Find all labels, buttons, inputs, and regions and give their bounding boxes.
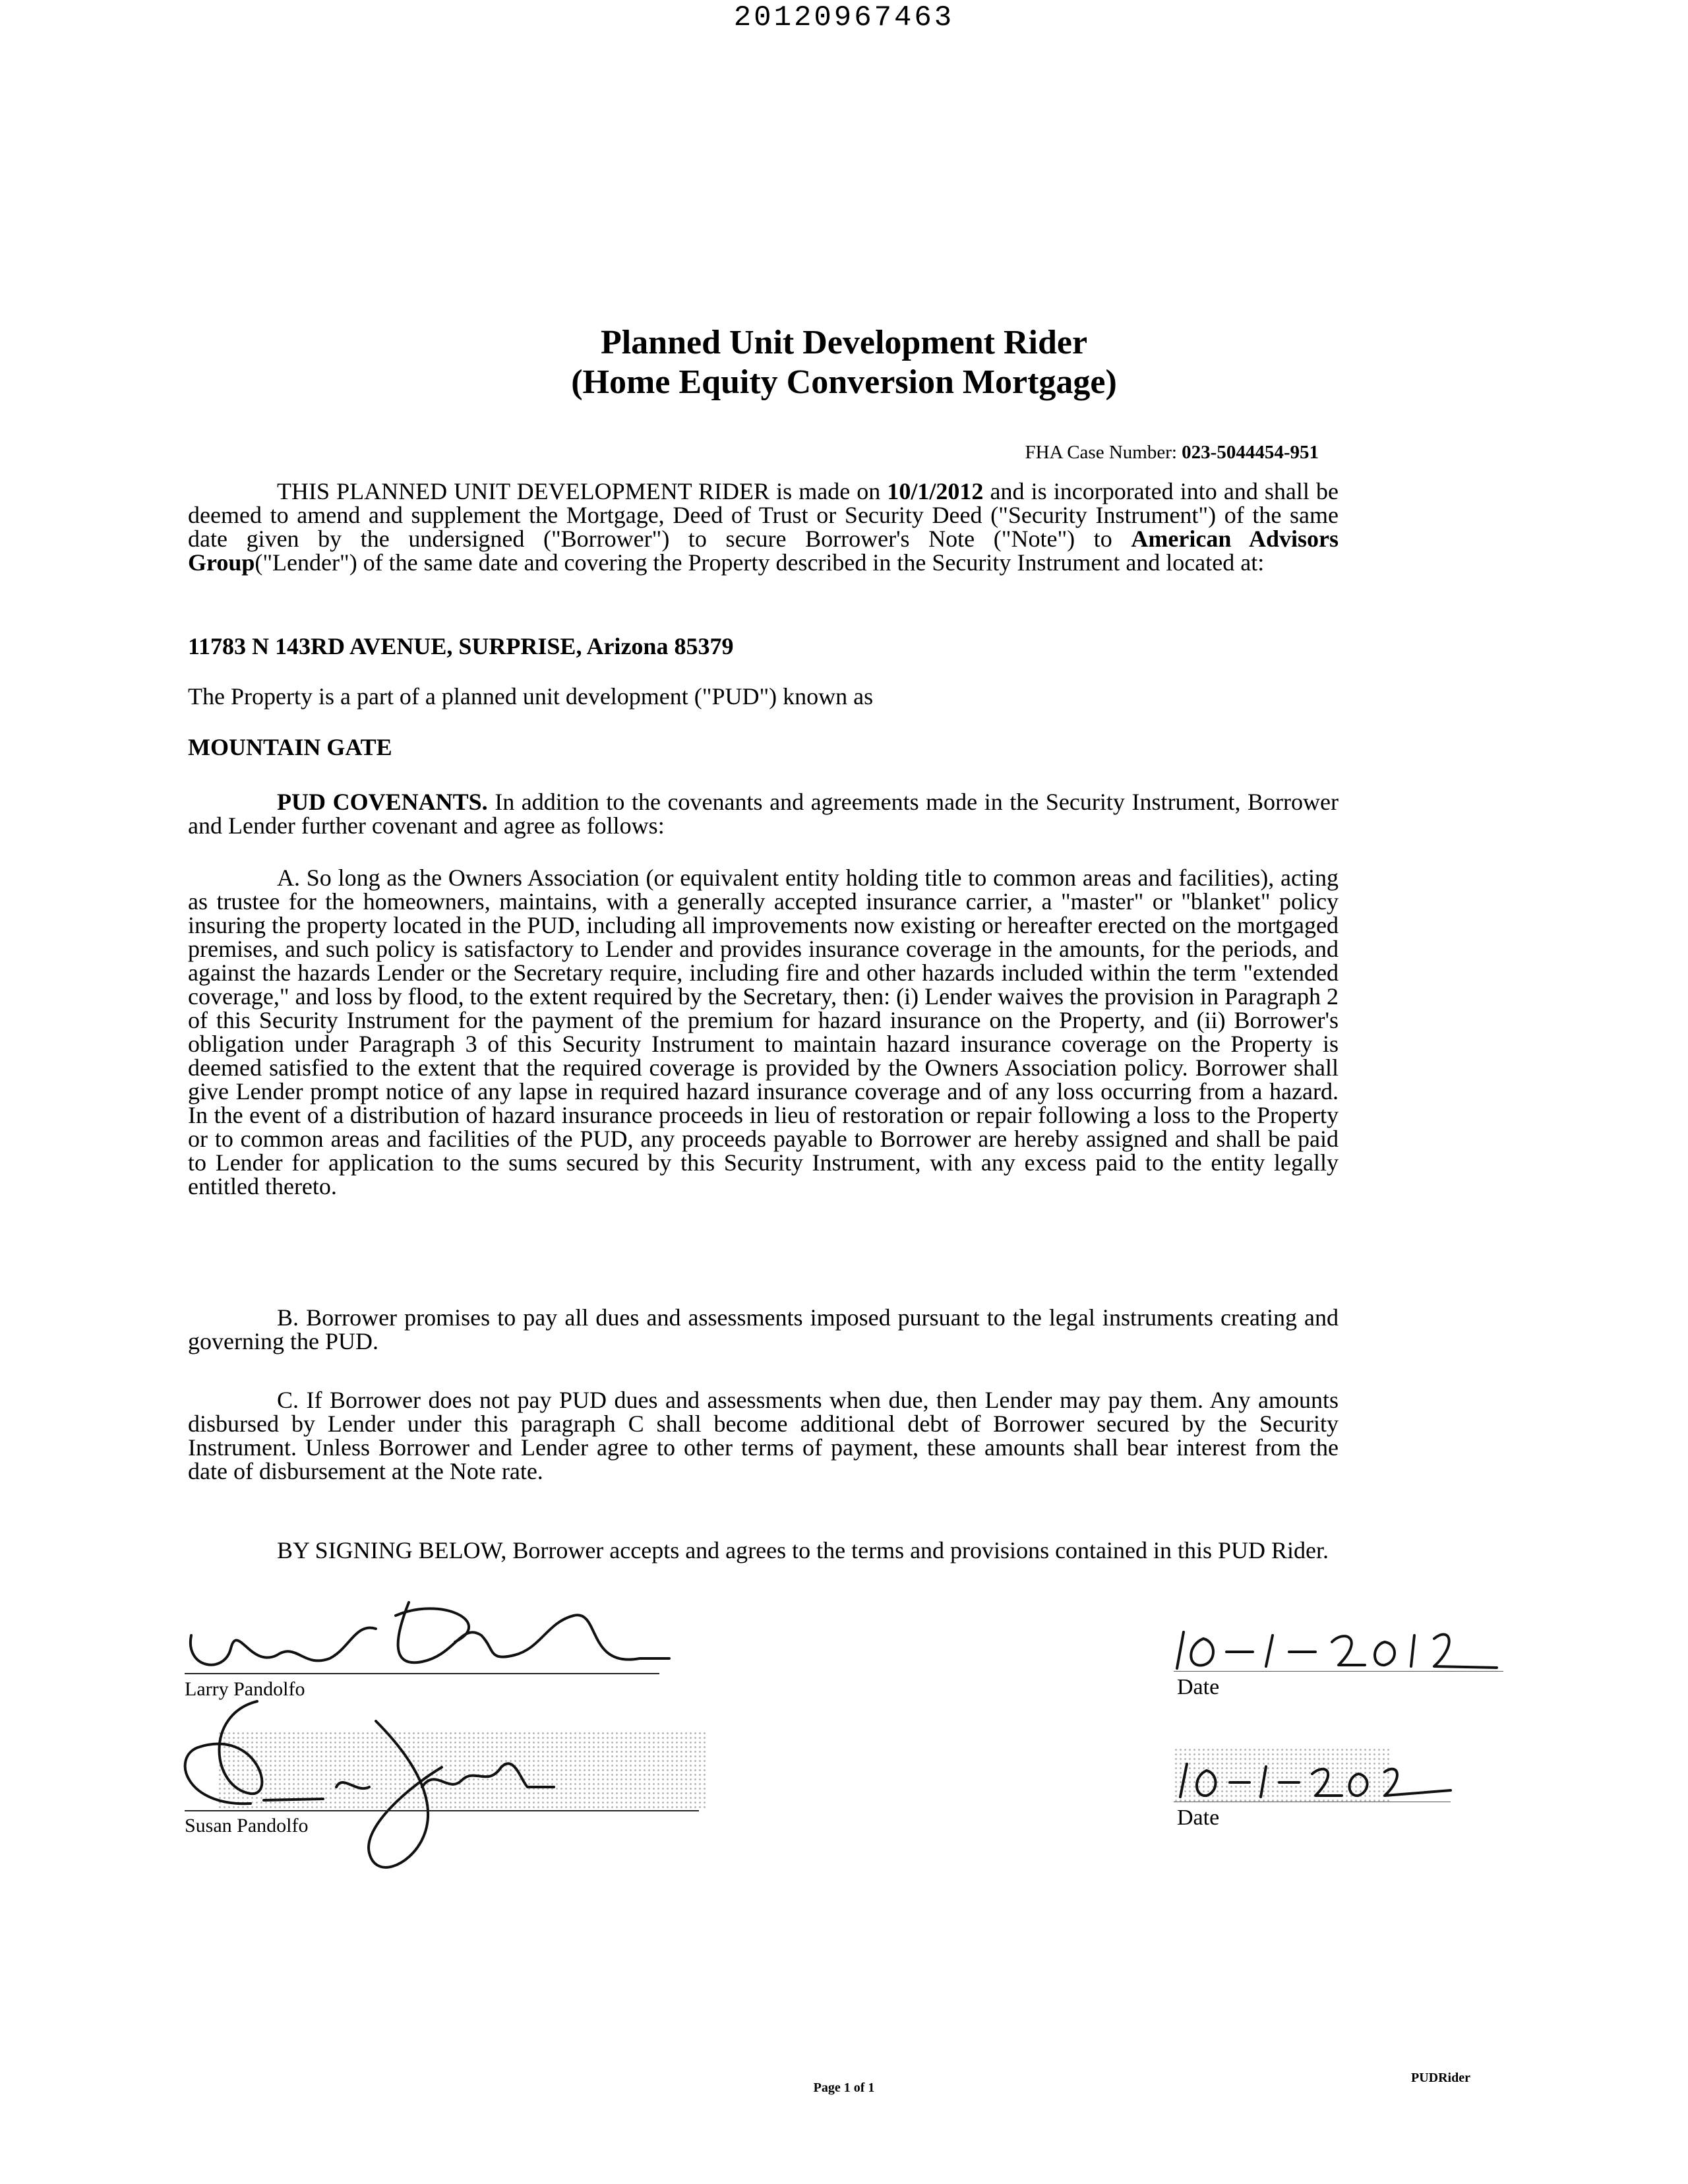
signer-1-name: Larry Pandolfo xyxy=(185,1678,305,1700)
date-1-label: Date xyxy=(1177,1675,1220,1699)
property-address: 11783 N 143RD AVENUE, SURPRISE, Arizona 85379 xyxy=(188,633,734,659)
date-2-handwritten xyxy=(1174,1757,1457,1804)
paragraph-b xyxy=(188,1306,1339,1353)
pud-name: MOUNTAIN GATE xyxy=(188,734,392,760)
intro-paragraph xyxy=(188,479,1339,574)
signature-2-scrawl-icon xyxy=(158,1688,580,1886)
recording-number: 20120967463 xyxy=(733,1,955,34)
form-code: PUDRider xyxy=(1411,2071,1470,2085)
signature-1-line xyxy=(185,1673,659,1674)
paragraph-c-text: C. If Borrower does not pay PUD dues and assessments when due, then Lender may pay them. Any amounts disbursed by Lender under this paragraph C shall become additional debt of Borrower secured by the Security Instrument. Unless Borrower and Lender agree to other terms of payment, these amounts shall bear interest from the date of disbursement at the Note rate. xyxy=(188,1387,1339,1484)
paragraph-a xyxy=(188,866,1339,1198)
paragraph-b-text: B. Borrower promises to pay all dues and assessments imposed pursuant to the legal instruments creating and governing the PUD. xyxy=(188,1304,1339,1354)
date-1-line xyxy=(1174,1671,1503,1672)
paragraph-c xyxy=(188,1388,1339,1483)
fha-label: FHA Case Number: xyxy=(1025,442,1177,463)
signing-statement xyxy=(188,1538,1339,1562)
page-number: Page 1 of 1 xyxy=(813,2080,875,2095)
pud-intro: The Property is a part of a planned unit development ("PUD") known as xyxy=(188,683,874,710)
covenants-text: In addition to the covenants and agreements made in the Security Instrument, Borrower and Lender further covenant and agree as follows: xyxy=(188,789,1339,839)
signature-2-area xyxy=(158,1688,580,1886)
paragraph-a-text: A. So long as the Owners Association (or equivalent entity holding title to common areas and facilities), acting as trustee for the homeowners, maintains, with a generally accepted insurance carrier, a "master" or "blanket" policy insuring the property located in the PUD, including all improvements now existing or hereafter erected on the mortgaged premises, and such policy is satisfactory to Lender and provides insurance coverage in the amounts, for the periods, and against the hazards Lender or the Secretary require, including fire and other hazards included within the term "extended coverage," and loss by flood, to the extent required by the Secretary, then: (i) Lender waives the provision in Paragraph 2 of this Security Instrument for the payment of the premium for hazard insurance on the Property, and (ii) Borrower's obligation under Paragraph 3 of this Security Instrument to maintain hazard insurance coverage on the Property is deemed satisfied to the extent that the required coverage is provided by the Owners Association policy. Borrower shall give Lender prompt notice of any lapse in required hazard insurance coverage and of any loss occurring from a hazard. In the event of a distribution of hazard insurance proceeds in lieu of restoration or repair following a loss to the Property or to common areas and facilities of the PUD, any proceeds payable to Borrower are hereby assigned and shall be paid to Lender for application to the sums secured by this Security Instrument, with any excess paid to the entity legally entitled thereto. xyxy=(188,864,1339,1199)
intro-text-2: and is incorporated into and shall be deemed to amend and supplement the Mortgage, Deed of Trust or Security Deed ("Security Instrument") of the same date given by the undersigned ("Borrower") to secure Borrower's Note ("Note") to xyxy=(188,478,1339,552)
fha-value: 023-5044454-951 xyxy=(1182,442,1319,463)
rider-date: 10/1/2012 xyxy=(887,478,984,504)
intro-text-3: ("Lender") of the same date and covering the Property described in the Security Instrument and located at: xyxy=(255,549,1265,576)
document-title xyxy=(0,323,1688,402)
date-1-scrawl-icon xyxy=(1174,1625,1503,1672)
covenants-heading: PUD COVENANTS. xyxy=(277,789,488,815)
signer-2-name: Susan Pandolfo xyxy=(185,1815,309,1836)
signature-1-area xyxy=(178,1596,673,1682)
date-2-label: Date xyxy=(1177,1805,1220,1830)
date-1-handwritten xyxy=(1174,1625,1503,1672)
covenants-paragraph xyxy=(188,790,1339,837)
title-line-2: (Home Equity Conversion Mortgage) xyxy=(571,363,1117,401)
signing-text: BY SIGNING BELOW, Borrower accepts and agrees to the terms and provisions contained in this PUD Rider. xyxy=(277,1537,1329,1563)
fha-case-number xyxy=(1025,442,1319,464)
lender-name: American Advisors Group xyxy=(188,526,1339,576)
signature-2-line xyxy=(185,1810,699,1811)
date-2-scrawl-icon xyxy=(1174,1757,1457,1804)
title-line-1: Planned Unit Development Rider xyxy=(600,324,1088,361)
intro-text-1: THIS PLANNED UNIT DEVELOPMENT RIDER is made on xyxy=(277,478,888,504)
signature-1-scrawl-icon xyxy=(178,1596,673,1682)
